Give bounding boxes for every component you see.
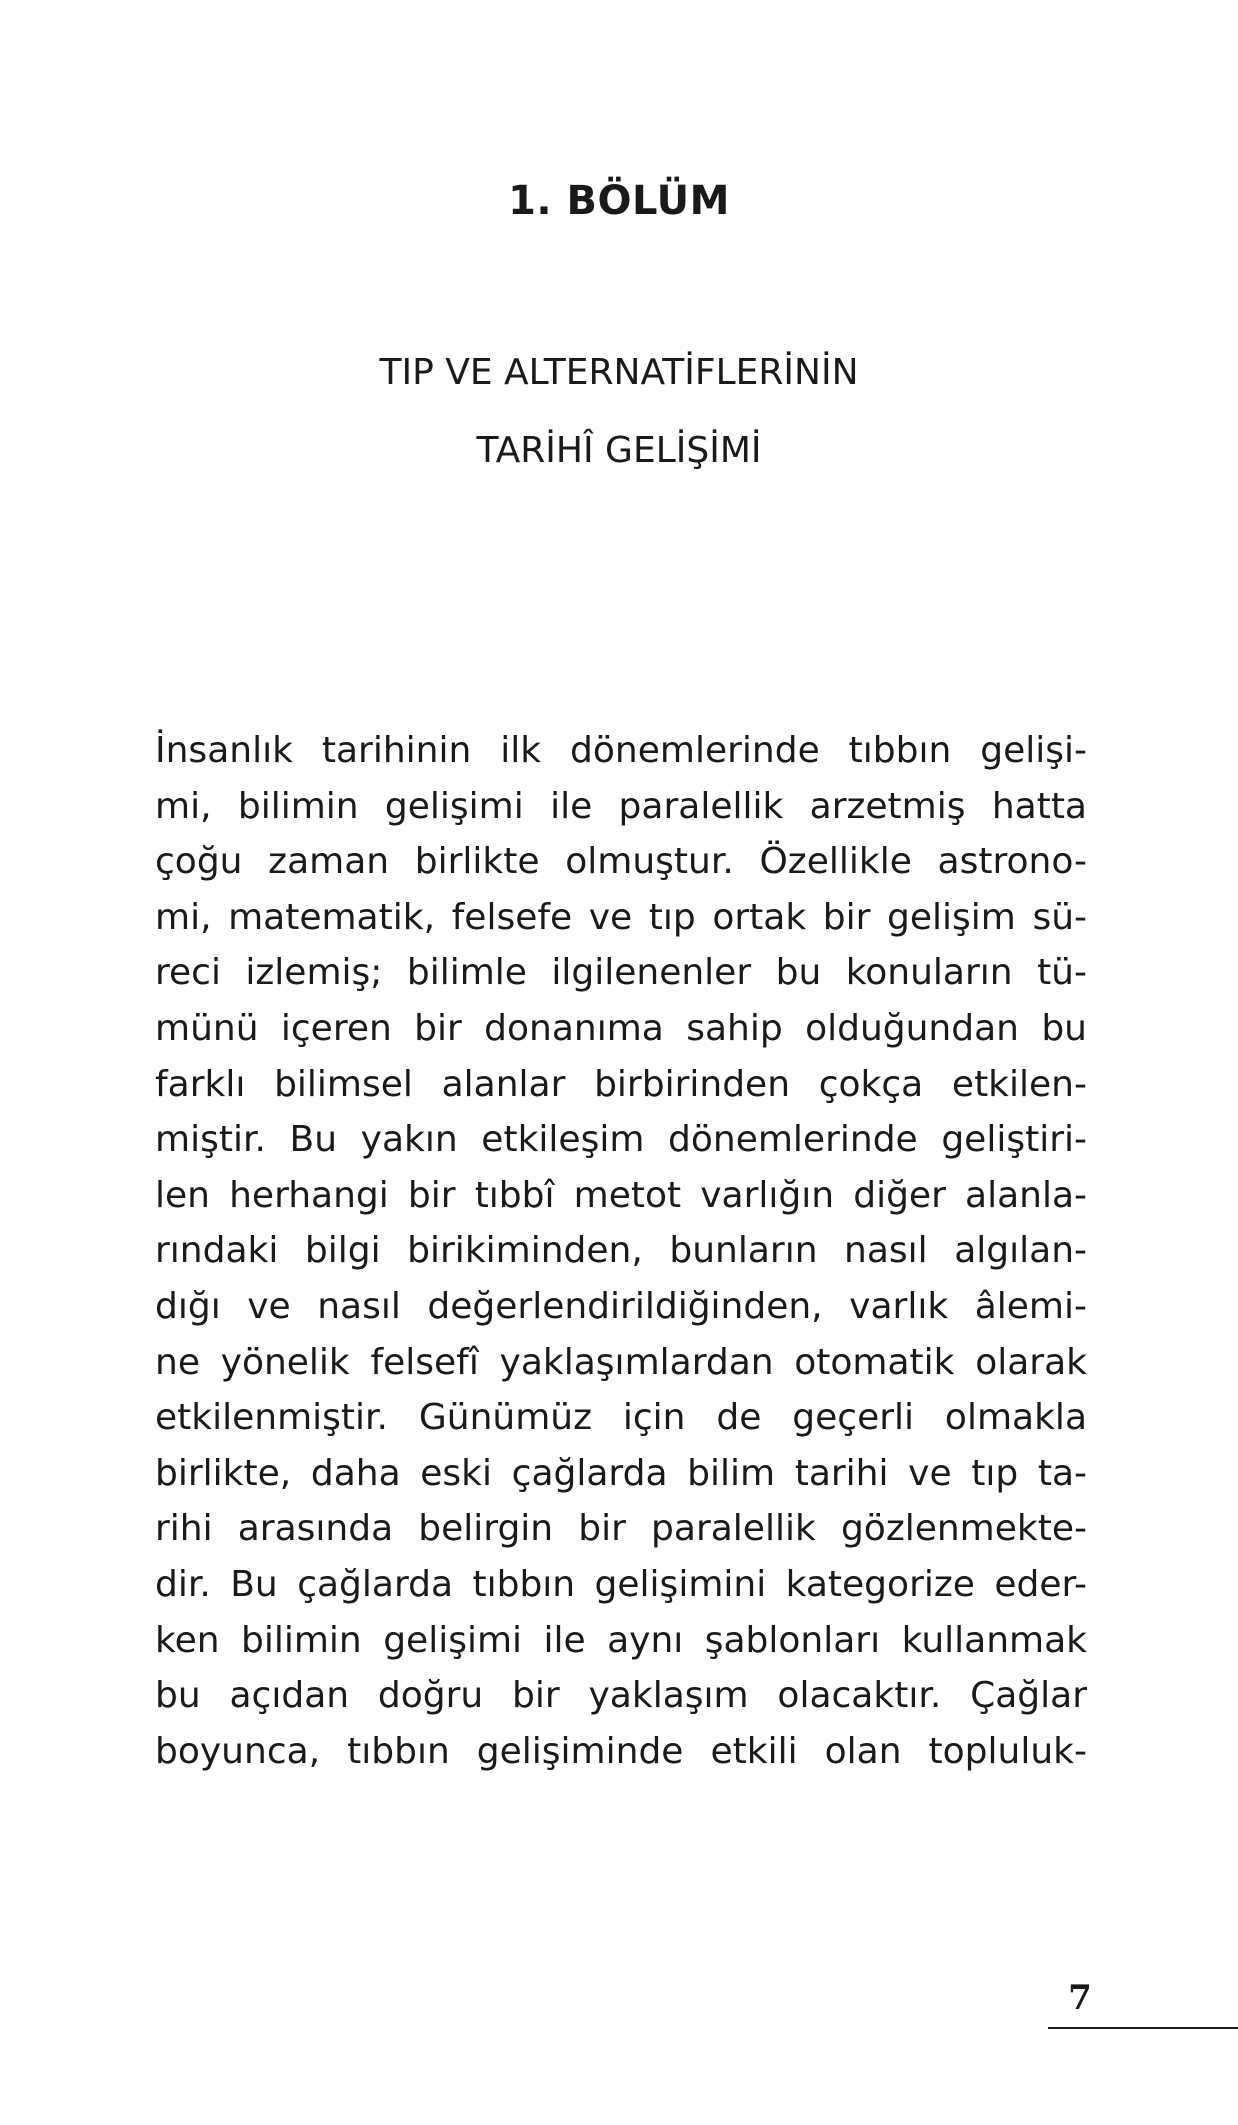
body-line: reci izlemiş; bilimle ilgilenenler bu konuların tü- (155, 952, 1087, 994)
chapter-label: 1. BÖLÜM (508, 178, 730, 224)
chapter-title-line: TIP VE ALTERNATİFLERİNİN (379, 352, 859, 393)
body-line: çoğu zaman birlikte olmuştur. Özellikle astrono- (155, 841, 1087, 883)
body-line: len herhangi bir tıbbî metot varlığın diğer alanla- (155, 1174, 1087, 1216)
body-line: bu açıdan doğru bir yaklaşım olacaktır. Çağlar (155, 1675, 1087, 1717)
body-line: birlikte, daha eski çağlarda bilim tarihi ve tıp ta- (155, 1452, 1087, 1494)
body-line: boyunca, tıbbın gelişiminde etkili olan topluluk- (155, 1730, 1087, 1772)
body-line: münü içeren bir donanıma sahip olduğundan bu (155, 1007, 1087, 1049)
body-line: mi, bilimin gelişimi ile paralellik arzetmiş hatta (155, 785, 1087, 827)
body-line: mi, matematik, felsefe ve tıp ortak bir gelişim sü- (155, 896, 1087, 938)
body-line: etkilenmiştir. Günümüz için de geçerli olmakla (155, 1397, 1087, 1439)
page-number-rule (1048, 2027, 1238, 2029)
body-line: rındaki bilgi birikiminden, bunların nasıl algılan- (155, 1230, 1087, 1272)
body-line: dir. Bu çağlarda tıbbın gelişimini kategorize eder- (155, 1563, 1087, 1605)
chapter-title-line: TARİHÎ GELİŞİMİ (476, 430, 762, 471)
body-line: dığı ve nasıl değerlendirildiğinden, varlık âlemi- (155, 1285, 1087, 1327)
chapter-title (0, 334, 1238, 490)
body-line: ken bilimin gelişimi ile aynı şablonları kullanmak (155, 1619, 1087, 1661)
body-line: miştir. Bu yakın etkileşim dönemlerinde geliştiri- (155, 1119, 1087, 1161)
body-line: İnsanlık tarihinin ilk dönemlerinde tıbbın gelişi- (155, 730, 1087, 771)
body-line: ne yönelik felsefî yaklaşımlardan otomatik olarak (155, 1341, 1087, 1383)
body-line: farklı bilimsel alanlar birbirinden çokça etkilen- (155, 1063, 1087, 1105)
body-line: rihi arasında belirgin bir paralellik gözlenmekte- (155, 1508, 1087, 1550)
body-paragraph (155, 723, 1087, 1779)
page-number: 7 (1068, 1978, 1092, 2018)
